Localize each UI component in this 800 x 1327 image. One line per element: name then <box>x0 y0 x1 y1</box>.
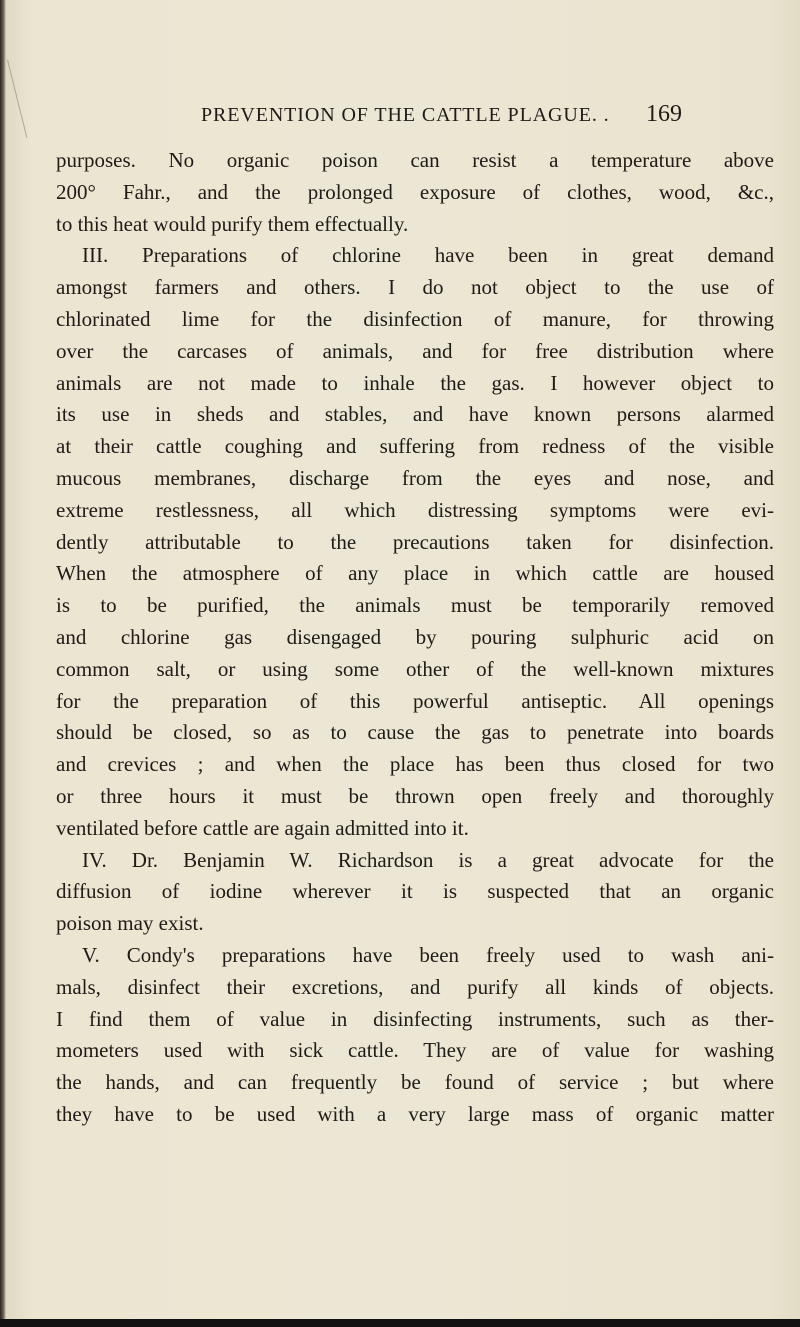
text-line: over the carcases of animals, and for free distribution where <box>56 338 774 363</box>
text-line: the hands, and can frequently be found of service ; but where <box>56 1070 774 1095</box>
text-line: common salt, or using some other of the well-known mixtures <box>56 656 774 681</box>
text-line: diffusion of iodine wherever it is suspected that an organic <box>56 879 774 904</box>
running-head: PREVENTION OF THE CATTLE PLAGUE. . <box>201 104 610 126</box>
text-line: When the atmosphere of any place in which cattle are housed <box>56 561 774 586</box>
text-line: animals are not made to inhale the gas. I however object to <box>56 370 774 395</box>
text-line: and chlorine gas disengaged by pouring sulphuric acid on <box>56 624 774 649</box>
text-line: should be closed, so as to cause the gas to penetrate into boards <box>56 720 774 745</box>
text-line: mometers used with sick cattle. They are of value for washing <box>56 1038 774 1063</box>
text-line: for the preparation of this powerful antiseptic. All openings <box>56 688 774 713</box>
text-line: at their cattle coughing and suffering from redness of the visible <box>56 434 774 459</box>
text-line: amongst farmers and others. I do not object to the use of <box>56 275 774 300</box>
text-line: purposes. No organic poison can resist a temperature above <box>56 148 774 172</box>
text-line: poison may exist. <box>56 911 204 936</box>
text-line: V. Condy's preparations have been freely used to wash ani- <box>82 942 774 967</box>
scan-bottom-edge <box>0 1319 800 1327</box>
text-line: its use in sheds and stables, and have known persons alarmed <box>56 402 774 427</box>
text-line: mucous membranes, discharge from the eyes and nose, and <box>56 465 774 490</box>
text-line: ventilated before cattle are again admitted into it. <box>56 815 469 840</box>
text-line: III. Preparations of chlorine have been in great demand <box>82 243 774 268</box>
text-line: extreme restlessness, all which distressing symptoms were evi- <box>56 497 774 522</box>
body-text <box>56 145 774 1131</box>
text-line: mals, disinfect their excretions, and purify all kinds of objects. <box>56 974 774 999</box>
text-line: is to be purified, the animals must be temporarily removed <box>56 593 774 618</box>
text-line: to this heat would purify them effectually. <box>56 211 409 236</box>
text-line: chlorinated lime for the disinfection of manure, for throwing <box>56 306 774 331</box>
text-line: or three hours it must be thrown open freely and thoroughly <box>56 783 774 808</box>
text-line: dently attributable to the precautions taken for disinfection. <box>56 529 774 554</box>
text-line: and crevices ; and when the place has been thus closed for two <box>56 752 774 777</box>
text-line: 200° Fahr., and the prolonged exposure of clothes, wood, &c., <box>56 179 774 204</box>
text-line: they have to be used with a very large mass of organic matter <box>56 1101 774 1126</box>
text-line: IV. Dr. Benjamin W. Richardson is a great advocate for the <box>82 847 774 872</box>
page-header <box>0 101 800 140</box>
page-binding-edge <box>0 0 6 1327</box>
page-number: 169 <box>646 101 682 127</box>
text-line: I find them of value in disinfecting instruments, such as ther- <box>56 1006 774 1031</box>
